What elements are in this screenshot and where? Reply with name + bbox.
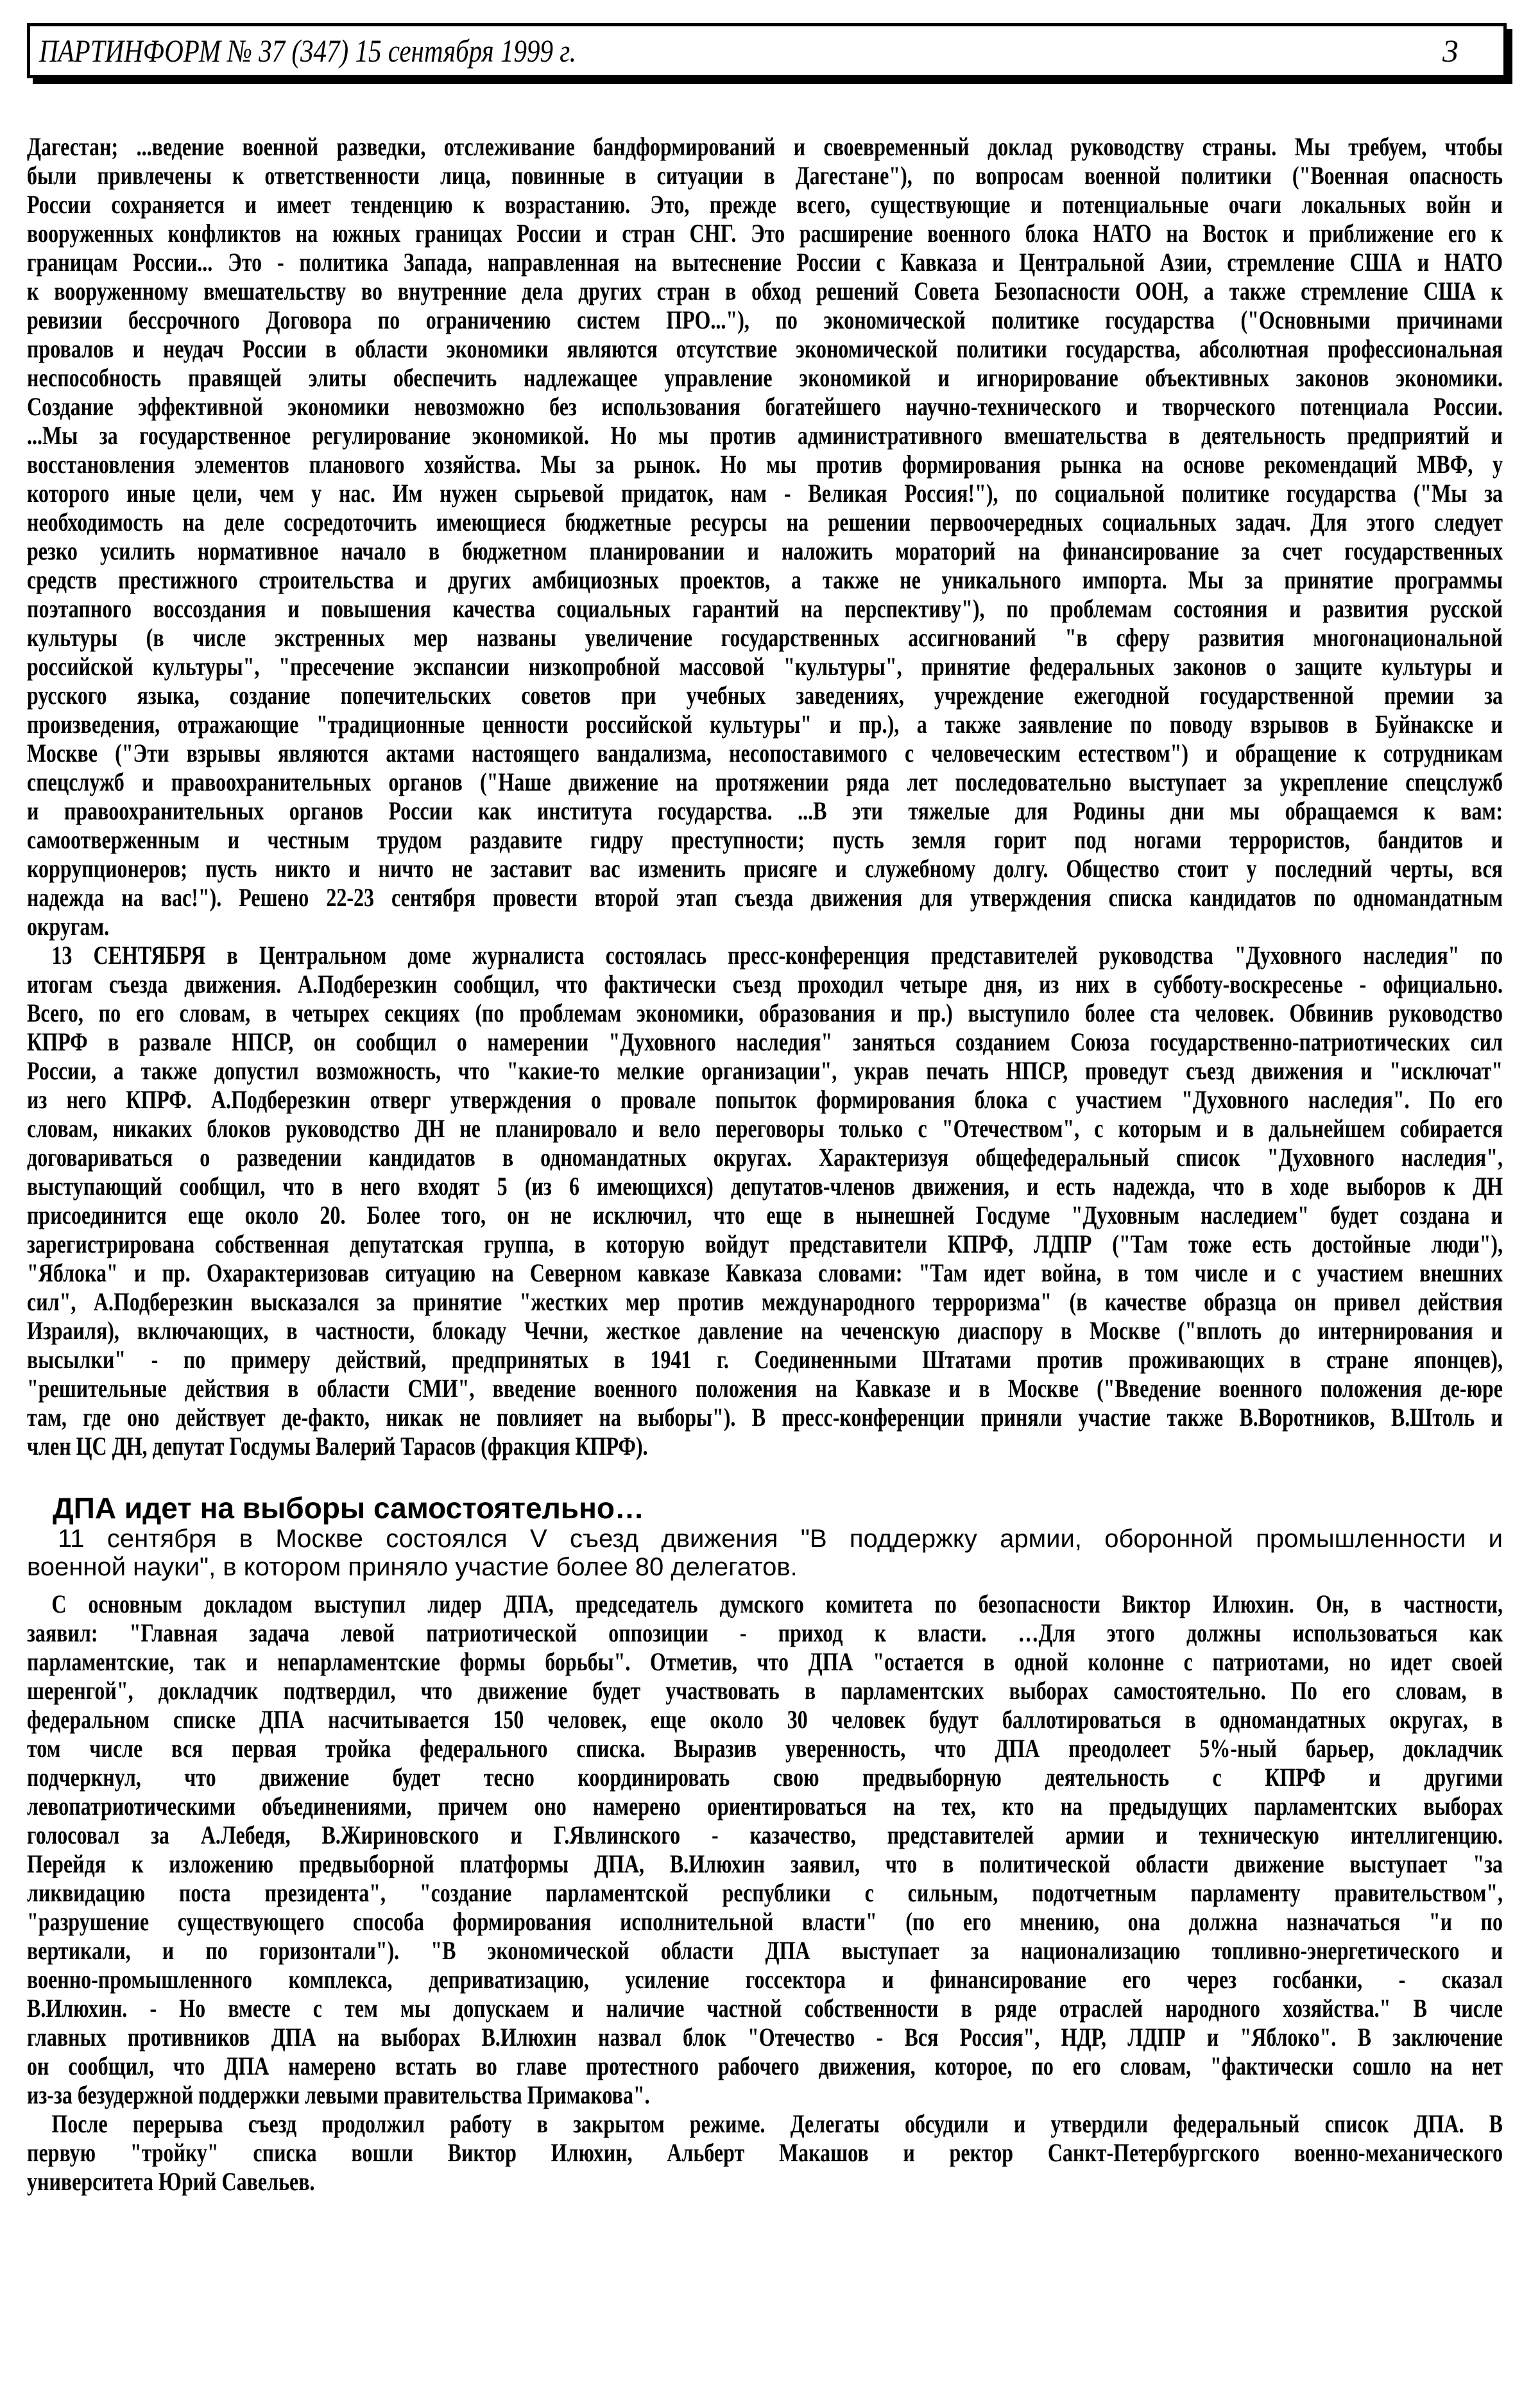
- text-line: Всего, по его словам, в четырех секциях (по проблемам экономики, образования и пр.) выступило более ста человек. Обвинив руководство: [27, 998, 1503, 1027]
- text-line: университета Юрий Савельев.: [27, 2167, 315, 2196]
- paragraph: [27, 1589, 1503, 2109]
- text-line: провалов и неудач России в области экономики являются отсутствие экономической политики государства, абсолютная профессиональная: [27, 334, 1503, 363]
- paragraph: [27, 1525, 1503, 1581]
- text-line: "Яблока" и пр. Охарактеризовав ситуацию на Северном кавказе Кавказа словами: "Там идет война, в том числе и с участием внешних: [27, 1258, 1503, 1287]
- text-line: КПРФ в развале НПСР, он сообщил о намерении "Духовного наследия" заняться созданием Союза государственно-патриотических сил: [27, 1027, 1503, 1056]
- text-line: первую "тройку" списка вошли Виктор Илюхин, Альберт Макашов и ректор Санкт-Петербургского военно-механического: [27, 2138, 1503, 2167]
- text-line: культуры (в числе экстренных мер названы увеличение государственных ассигнований "в сферу развития многонациональной: [27, 623, 1503, 652]
- text-line: 13 СЕНТЯБРЯ в Центральном доме журналиста состоялась пресс-конференция представителей руководства "Духовного наследия" по: [51, 941, 1503, 970]
- text-line: С основным докладом выступил лидер ДПА, председатель думского комитета по безопасности Виктор Илюхин. Он, в частности,: [51, 1589, 1503, 1618]
- text-line: После перерыва съезд продолжил работу в закрытом режиме. Делегаты обсудили и утвердили федеральный список ДПА. В: [51, 2109, 1503, 2138]
- text-line: заявил: "Главная задача левой патриотической оппозиции - приход к власти. …Для этого должны использоваться как: [27, 1618, 1503, 1647]
- text-line: член ЦС ДН, депутат Госдумы Валерий Тарасов (фракция КПРФ).: [27, 1432, 648, 1461]
- article-body: [27, 1589, 1503, 2196]
- article-heading: ДПА идет на выборы самостоятельно…: [53, 1491, 644, 1525]
- text-line: сил", А.Подберезкин высказался за принятие "жестких мер против международного терроризма" (в качестве образца он привел действия: [27, 1287, 1503, 1316]
- text-line: зарегистрирована собственная депутатская группа, в которую войдут представители КПРФ, ЛДПР ("Там тоже есть достойные люди"),: [27, 1230, 1503, 1258]
- paragraph: [27, 132, 1503, 941]
- text-line: границам России... Это - политика Запада, направленная на вытеснение России с Кавказа и Центральной Азии, стремление США и НАТО: [27, 248, 1503, 277]
- text-line: и правоохранительных органов России как института государства. ...В эти тяжелые для Родины дни мы обращаемся к вам:: [27, 796, 1503, 825]
- text-line: вооруженных конфликтов на южных границах России и стран СНГ. Это расширение военного блока НАТО на Восток и приближение его к: [27, 219, 1503, 248]
- text-line: словам, никаких блоков руководство ДН не планировало и вело переговоры только с "Отечеством", с которым и в дальнейшем собирается: [27, 1114, 1503, 1143]
- paragraph: [27, 2109, 1503, 2196]
- text-line: к вооруженному вмешательству во внутренние дела других стран в обход решений Совета Безопасности ООН, а также стремление США к: [27, 277, 1503, 305]
- text-line: военно-промышленного комплекса, деприватизацию, усиление госсектора и финансирование его через госбанки, - сказал: [27, 1965, 1503, 1994]
- text-line: произведения, отражающие "традиционные ценности российской культуры" и пр.), а также заявление по поводу взрывов в Буйнакске и: [27, 710, 1503, 739]
- text-line: В.Илюхин. - Но вместе с тем мы допускаем и наличие частной собственности в ряде отраслей народного хозяйства." В числе: [27, 1994, 1503, 2023]
- text-line: надежда на вас!"). Решено 22-23 сентября провести второй этап съезда движения для утверждения списка кандидатов по одномандатным: [27, 883, 1503, 912]
- text-line: из-за безудержной поддержки левыми правительства Примакова".: [27, 2080, 650, 2109]
- text-line: ...Мы за государственное регулирование экономикой. Но мы против административного вмешательства в деятельность предприятий и: [27, 421, 1503, 450]
- text-line: Москве ("Эти взрывы являются актами настоящего вандализма, несопоставимого с человеческим естеством") и обращение к сотрудникам: [27, 739, 1503, 767]
- text-line: вертикали, и по горизонтали"). "В экономической области ДПА выступает за национализацию топливно-энергетического и: [27, 1936, 1503, 1965]
- text-line: самоотверженным и честным трудом раздавите гидру преступности; пусть земля горит под ногами террористов, бандитов и: [27, 825, 1503, 854]
- text-line: он сообщил, что ДПА намерено встать во главе протестного рабочего движения, которое, по его словам, "фактически сошло на нет: [27, 2052, 1503, 2080]
- text-line: необходимость на деле сосредоточить имеющиеся бюджетные ресурсы на решении первоочередных социальных задач. Для этого следует: [27, 508, 1503, 536]
- page-header: [27, 23, 1507, 78]
- text-line: высылки" - по примеру действий, предпринятых в 1941 г. Соединенными Штатами против проживающих в стране японцев),: [27, 1345, 1503, 1374]
- text-line: там, где оно действует де-факто, никак не повлияет на выборы"). В пресс-конференции приняли участие также В.Воротников, В.Штоль и: [27, 1403, 1503, 1432]
- text-line: выступающий сообщил, что в него входят 5 (из 6 имеющихся) депутатов-членов движения, и есть надежда, что в ходе выборов к ДН: [27, 1172, 1503, 1201]
- text-line: "разрушение существующего способа формирования исполнительной власти" (по его мнению, она должна назначаться "и по: [27, 1907, 1503, 1936]
- text-line: которого иные цели, чем у нас. Им нужен сырьевой придаток, нам - Великая Россия!"), по социальной политике государства ("Мы за: [27, 479, 1503, 508]
- page-number: 3: [1442, 33, 1459, 69]
- text-line: России сохраняется и имеет тенденцию к возрастанию. Это, прежде всего, существующие и потенциальные очаги локальных войн и: [27, 190, 1503, 219]
- text-line: голосовал за А.Лебедя, В.Жириновского и Г.Явлинского - казачество, представителей армии и техническую интеллигенцию.: [27, 1821, 1503, 1849]
- text-line: российской культуры", "пресечение экспансии низкопробной массовой "культуры", принятие федеральных законов о защите культуры и: [27, 652, 1503, 681]
- text-line: ревизии бессрочного Договора по ограничению систем ПРО..."), по экономической политике государства ("Основными причинами: [27, 305, 1503, 334]
- text-line: военной науки", в котором приняло участие более 80 делегатов.: [27, 1553, 798, 1581]
- text-line: Перейдя к изложению предвыборной платформы ДПА, В.Илюхин заявил, что в политической области движение выступает "за: [27, 1849, 1503, 1878]
- publication-title: ПАРТИНФОРМ № 37 (347) 15 сентября 1999 г.: [39, 33, 576, 69]
- text-line: Создание эффективной экономики невозможно без использования богатейшего научно-технического и творческого потенциала России.: [27, 392, 1503, 421]
- text-line: Израиля), включающих, в частности, блокаду Чечни, жесткое давление на чеченскую диаспору в Москве ("вплоть до интернирования и: [27, 1316, 1503, 1345]
- text-line: резко усилить нормативное начало в бюджетном планировании и наложить мораторий на финансирование за счет государственных: [27, 536, 1503, 565]
- text-line: из него КПРФ. А.Подберезкин отверг утверждения о провале попыток формирования блока с участием "Духовного наследия". По его: [27, 1085, 1503, 1114]
- text-line: ликвидацию поста президента", "создание парламентской республики с сильным, подотчетным парламенту правительством",: [27, 1878, 1503, 1907]
- text-line: средств престижного строительства и других амбициозных проектов, а также не уникального импорта. Мы за принятие программы: [27, 565, 1503, 594]
- article-continued-body: [27, 132, 1503, 1461]
- text-line: подчеркнул, что движение будет тесно координировать свою предвыборную деятельность с КПРФ и другими: [27, 1763, 1503, 1792]
- text-line: были привлечены к ответственности лица, повинные в ситуации в Дагестане"), по вопросам военной политики ("Военная опасность: [27, 161, 1503, 190]
- text-line: Дагестан; ...ведение военной разведки, отслеживание бандформирований и своевременный доклад руководству страны. Мы требуем, чтобы: [27, 132, 1503, 161]
- text-line: итогам съезда движения. А.Подберезкин сообщил, что фактически съезд проходил четыре дня, из них в субботу-воскресенье - официально.: [27, 970, 1503, 998]
- text-line: России, а также допустил возможность, что "какие-то мелкие организации", украв печать НПСР, проведут съезд движения и "исключат": [27, 1056, 1503, 1085]
- text-line: федеральном списке ДПА насчитывается 150 человек, еще около 30 человек будут баллотироваться в одномандатных округах, в: [27, 1705, 1503, 1734]
- text-line: парламентские, так и непарламентские формы борьбы". Отметив, что ДПА "остается в одной колонне с патриотами, но идет своей: [27, 1647, 1503, 1676]
- text-line: присоединится еще около 20. Более того, он не исключил, что еще в нынешней Госдуме "Духовным наследием" будет создана и: [27, 1201, 1503, 1230]
- text-line: спецслужб и правоохранительных органов ("Наше движение на протяжении ряда лет последовательно выступает за укрепление спецслужб: [27, 767, 1503, 796]
- text-line: восстановления элементов планового хозяйства. Мы за рынок. Но мы против формирования рынка на основе рекомендаций МВФ, у: [27, 450, 1503, 479]
- text-line: главных противников ДПА на выборах В.Илюхин назвал блок "Отечество - Вся Россия", НДР, ЛДПР и "Яблоко". В заключение: [27, 2023, 1503, 2052]
- text-line: шеренгой", докладчик подтвердил, что движение будет участвовать в парламентских выборах самостоятельно. По его словам, в: [27, 1676, 1503, 1705]
- text-line: округам.: [27, 912, 110, 941]
- paragraph: [27, 941, 1503, 1461]
- text-line: неспособность правящей элиты обеспечить надлежащее управление экономикой и игнорирование объективных законов экономики.: [27, 363, 1503, 392]
- article-lead: [27, 1525, 1503, 1581]
- text-line: поэтапного воссоздания и повышения качества социальных гарантий на перспективу"), по проблемам состояния и развития русской: [27, 594, 1503, 623]
- text-line: коррупционеров; пусть никто и ничто не заставит вас изменить присяге и служебному долгу. Общество стоит у последний черты, вся: [27, 854, 1503, 883]
- text-line: договариваться о разведении кандидатов в одномандатных округах. Характеризуя общефедеральный список "Духовного наследия",: [27, 1143, 1503, 1172]
- text-line: 11 сентября в Москве состоялся V съезд движения "В поддержку армии, оборонной промышленности и: [58, 1525, 1503, 1553]
- text-line: левопатриотическими объединениями, причем оно намерено ориентироваться на тех, кто на предыдущих парламентских выборах: [27, 1792, 1503, 1821]
- text-line: том числе вся первая тройка федерального списка. Выразив уверенность, что ДПА преодолеет 5%-ный барьер, докладчик: [27, 1734, 1503, 1763]
- text-line: русского языка, создание попечительских советов при учебных заведениях, учреждение ежегодной государственной премии за: [27, 681, 1503, 710]
- text-line: "решительные действия в области СМИ", введение военного положения на Кавказе и в Москве ("Введение военного положения де-юре: [27, 1374, 1503, 1403]
